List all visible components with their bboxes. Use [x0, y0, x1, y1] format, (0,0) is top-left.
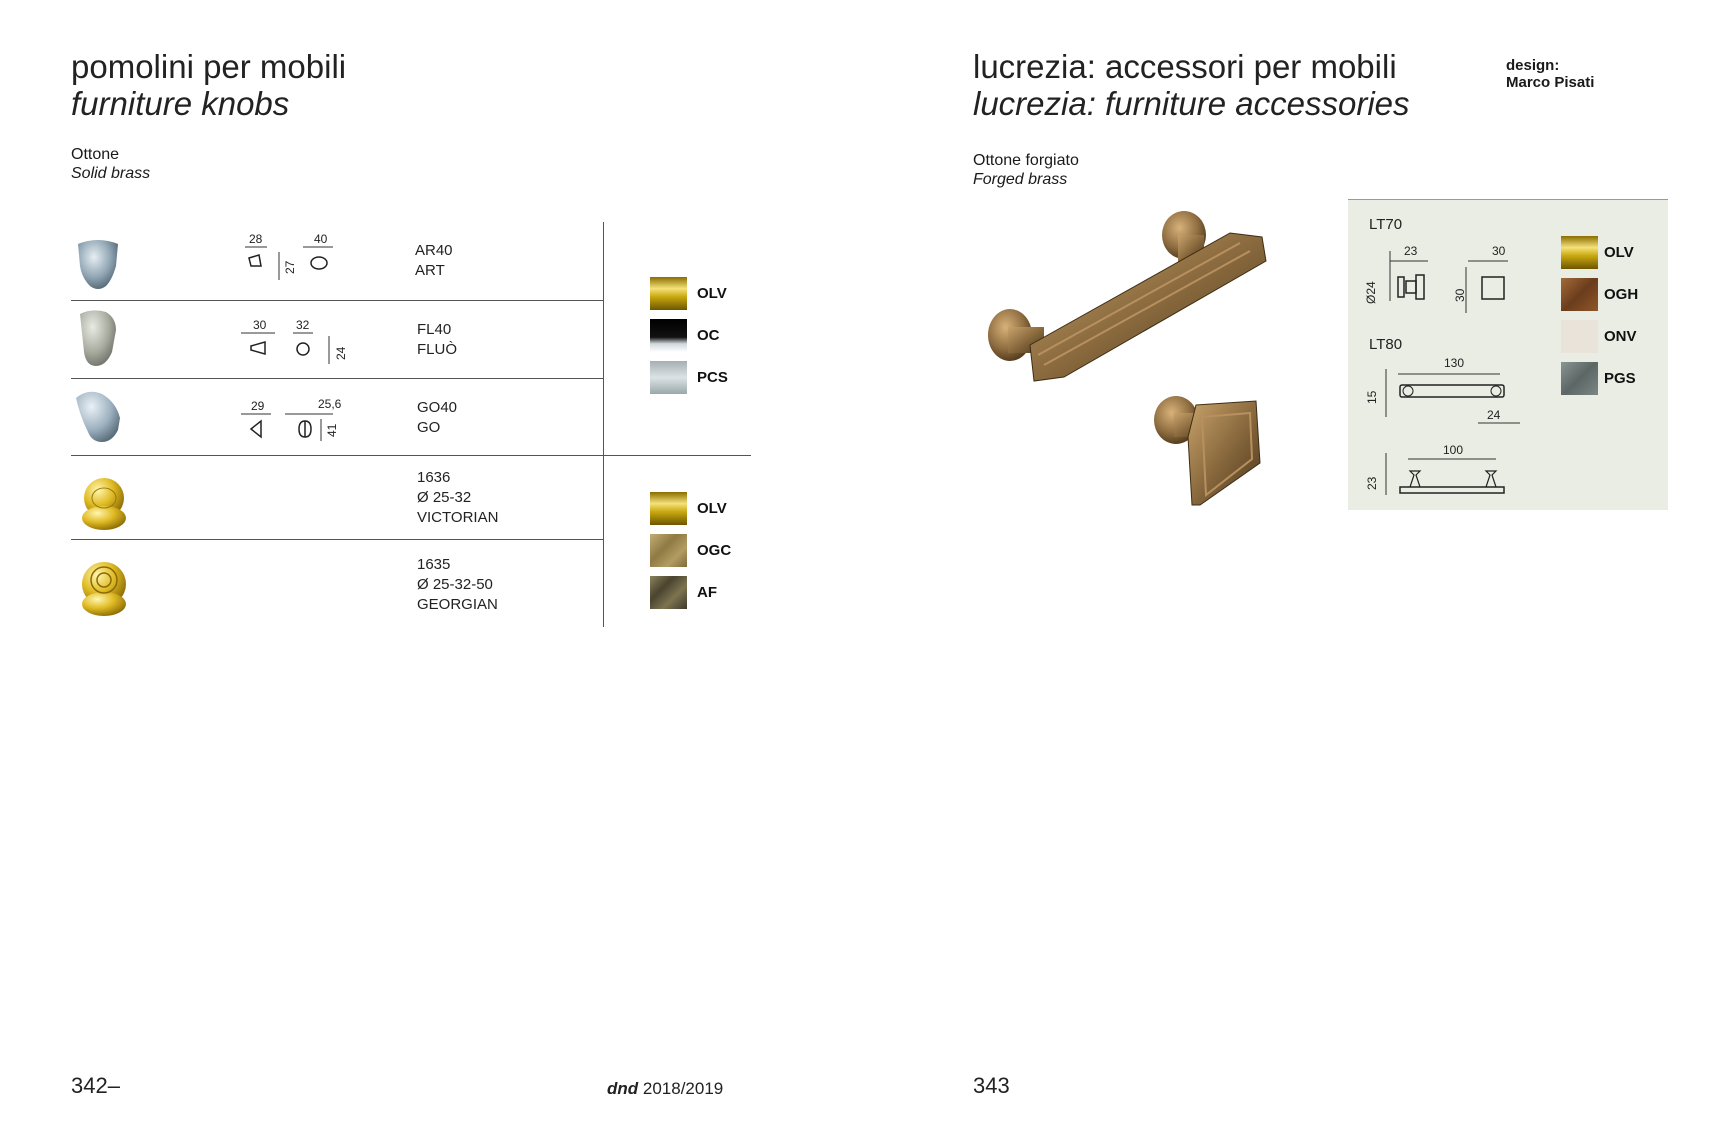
- product-name: GO: [417, 419, 441, 436]
- product-size: Ø 25-32-50: [417, 576, 493, 593]
- product-code: 1636: [417, 469, 451, 486]
- dim-label: 32: [296, 318, 310, 332]
- finish-swatch-oc: [650, 319, 687, 352]
- design-label: design:: [1506, 57, 1560, 74]
- lt70-label: LT70: [1369, 216, 1403, 233]
- left-material: [71, 145, 150, 183]
- right-material: [973, 151, 1079, 189]
- knob-image-fl40: [72, 308, 124, 375]
- dim-label: 100: [1443, 443, 1464, 457]
- product-code: GO40: [417, 399, 458, 416]
- finish-swatch-olv: [650, 492, 687, 525]
- material-english: Solid brass: [71, 165, 151, 182]
- finish-label: OGH: [1604, 286, 1639, 303]
- title-english: furniture knobs: [71, 85, 290, 122]
- dim-label: 27: [283, 260, 297, 274]
- product-code: AR40: [415, 242, 453, 259]
- finish-label: OGC: [697, 542, 732, 559]
- dim-label: 30: [1492, 244, 1506, 258]
- product-name: GEORGIAN: [417, 596, 498, 613]
- dim-label: 30: [253, 318, 267, 332]
- lucrezia-product-photo: [978, 205, 1278, 520]
- dim-label: 29: [251, 399, 265, 413]
- right-title: [973, 48, 1410, 122]
- finish-label: ONV: [1604, 328, 1637, 345]
- product-name: ART: [415, 262, 445, 279]
- row-separator: [71, 378, 603, 379]
- product-info-ar40: [415, 241, 453, 281]
- product-info-fl40: [417, 320, 457, 360]
- dimension-drawing-go40: [237, 397, 357, 452]
- dim-label: 25,6: [318, 397, 342, 411]
- row-separator: [71, 539, 603, 540]
- product-size: Ø 25-32: [417, 489, 472, 506]
- dimension-drawing-fl40: [237, 318, 347, 373]
- material-italian: Ottone forgiato: [973, 152, 1079, 169]
- finish-label: PCS: [697, 369, 728, 386]
- product-info-1636: [417, 468, 498, 528]
- material-english: Forged brass: [973, 171, 1068, 188]
- finish-label: OLV: [1604, 244, 1634, 261]
- footer-brand: [607, 1079, 723, 1099]
- finish-swatch-ogc: [650, 534, 687, 567]
- dim-label: 30: [1453, 288, 1467, 302]
- catalog-year: 2018/2019: [642, 1079, 724, 1098]
- product-name: VICTORIAN: [417, 509, 499, 526]
- dim-label: 41: [325, 423, 339, 437]
- finish-label: OLV: [697, 285, 727, 302]
- brand-name: dnd: [607, 1079, 639, 1098]
- row-separator: [71, 300, 603, 301]
- finish-label: OLV: [697, 500, 727, 517]
- dim-label: 28: [249, 232, 263, 246]
- finish-swatch-olv: [1561, 236, 1598, 269]
- product-code: 1635: [417, 556, 451, 573]
- page-number-left: 342–: [71, 1073, 120, 1098]
- title-english: lucrezia: furniture accessories: [973, 85, 1410, 122]
- finish-label: AF: [697, 584, 717, 601]
- dim-label: Ø24: [1364, 281, 1378, 304]
- finish-label: PGS: [1604, 370, 1636, 387]
- dim-label: 130: [1444, 356, 1465, 370]
- finish-label: OC: [697, 327, 720, 344]
- dim-label: 24: [334, 346, 348, 360]
- finish-swatch-onv: [1561, 320, 1598, 353]
- dim-label: 23: [1365, 476, 1379, 490]
- table-divider: [603, 222, 604, 627]
- finish-swatch-ogh: [1561, 278, 1598, 311]
- dim-label: 24: [1487, 408, 1501, 422]
- material-italian: Ottone: [71, 146, 120, 163]
- product-name: FLUÒ: [417, 341, 458, 358]
- page-number-right: 343: [973, 1073, 1010, 1098]
- dim-label: 40: [314, 232, 328, 246]
- design-credit: [1506, 57, 1594, 91]
- title-italian: pomolini per mobili: [71, 48, 347, 85]
- lt80-label: LT80: [1369, 336, 1403, 353]
- title-italian: lucrezia: accessori per mobili: [973, 48, 1397, 85]
- product-code: FL40: [417, 321, 452, 338]
- finish-swatch-pcs: [650, 361, 687, 394]
- designer-name: Marco Pisati: [1506, 74, 1595, 91]
- finish-swatch-pgs: [1561, 362, 1598, 395]
- finish-swatch-olv: [650, 277, 687, 310]
- finish-swatch-af: [650, 576, 687, 609]
- left-title: [71, 48, 346, 122]
- knob-image-ar40: [72, 236, 124, 297]
- knob-image-go40: [72, 388, 128, 451]
- knob-image-1636: [78, 474, 130, 539]
- dimension-drawing-ar40: [237, 230, 347, 285]
- product-info-1635: [417, 555, 498, 615]
- product-info-go40: [417, 398, 457, 438]
- knob-image-1635: [78, 558, 130, 625]
- row-separator: [71, 455, 751, 456]
- dim-label: 15: [1365, 390, 1379, 404]
- dim-label: 23: [1404, 244, 1418, 258]
